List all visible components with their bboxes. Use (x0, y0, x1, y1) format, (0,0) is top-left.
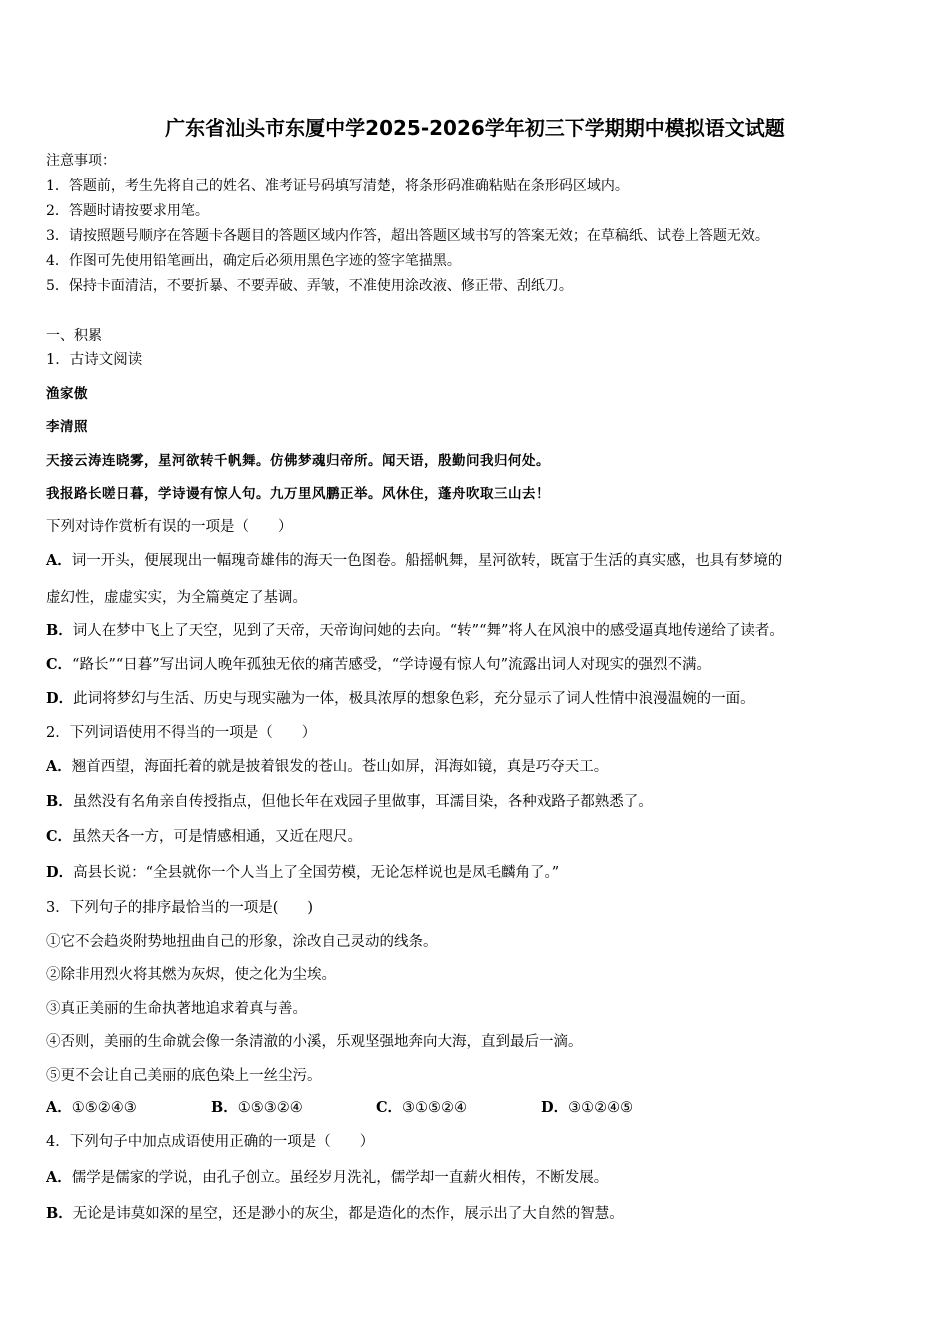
option-label: C． (376, 1099, 403, 1116)
option-label: A． (46, 552, 72, 569)
option-text: 虽然天各一方，可是情感相通，又近在咫尺。 (72, 829, 363, 845)
q3-sentence: ①它不会趋炎附势地扭曲自己的形象，涂改自己灵动的线条。 (46, 934, 438, 950)
poem-title: 渔家傲 (46, 386, 88, 402)
poem-author: 李清照 (46, 419, 88, 435)
notice-item: 1．答题前，考生先将自己的姓名、准考证号码填写清楚，将条形码准确粘贴在条形码区域内。 (46, 178, 629, 194)
q3-sentence: ⑤更不会让自己美丽的底色染上一丝尘污。 (46, 1068, 322, 1084)
q3-options (46, 1098, 633, 1118)
q1-question: 下列对诗作赏析有误的一项是（ ） (46, 519, 293, 535)
option-text: 词人在梦中飞上了天空，见到了天帝，天帝询问她的去向。“转”“舞”将人在风浪中的感受逼真地传递给了读者。 (72, 623, 784, 639)
option-label: B． (46, 1205, 73, 1222)
q4-stem: 4．下列句子中加点成语使用正确的一项是（ ） (46, 1134, 375, 1150)
q3-option-d (541, 1098, 633, 1118)
option-label: D． (46, 864, 74, 881)
option-label: B． (211, 1099, 238, 1116)
option-label: B． (46, 793, 73, 810)
option-label: B． (46, 622, 73, 639)
option-text: 词一开头，便展现出一幅瑰奇雄伟的海天一色图卷。船摇帆舞，星河欲转，既富于生活的真实感，也具有梦境的 (71, 553, 783, 569)
q3-stem: 3．下列句子的排序最恰当的一项是( ) (46, 900, 314, 916)
option-text: ③①②④⑤ (568, 1100, 634, 1116)
poem-line: 天接云涛连晓雾，星河欲转千帆舞。仿佛梦魂归帝所。闻天语，殷勤问我归何处。 (46, 453, 550, 469)
notice-item: 5．保持卡面清洁，不要折暴、不要弄破、弄皱，不准使用涂改液、修正带、刮纸刀。 (46, 278, 573, 294)
q2-option-a (46, 757, 608, 777)
option-label: C． (46, 656, 73, 673)
option-text: 此词将梦幻与生活、历史与现实融为一体，极具浓厚的想象色彩，充分显示了词人性情中浪漫温婉的一面。 (73, 691, 755, 707)
q1-stem: 1．古诗文阅读 (46, 352, 143, 368)
option-text: ①⑤③②④ (237, 1100, 303, 1116)
q2-stem: 2．下列词语使用不得当的一项是（ ） (46, 725, 317, 741)
option-text: 虽然没有名角亲自传授指点，但他长年在戏园子里做事，耳濡目染，各种戏路子都熟悉了。 (72, 794, 653, 810)
q3-sentence: ③真正美丽的生命执著地追求着真与善。 (46, 1001, 307, 1017)
option-text: “路长”“日暮”写出词人晚年孤独无依的痛苦感受，“学诗谩有惊人句”流露出词人对现实的强烈不满。 (72, 657, 712, 673)
option-text: 无论是讳莫如深的星空，还是渺小的灰尘，都是造化的杰作，展示出了大自然的智慧。 (72, 1206, 624, 1222)
q3-option-c (376, 1098, 541, 1118)
q2-option-b (46, 792, 653, 812)
q3-option-b (211, 1098, 376, 1118)
q4-option-b (46, 1204, 624, 1224)
q3-option-a (46, 1098, 211, 1118)
option-label: A． (46, 758, 72, 775)
q3-sentence: ②除非用烈火将其燃为灰烬，使之化为尘埃。 (46, 967, 336, 983)
q4-option-a (46, 1168, 608, 1188)
option-text: 儒学是儒家的学说，由孔子创立。虽经岁月洗礼，儒学却一直薪火相传，不断发展。 (71, 1170, 609, 1186)
page-title: 广东省汕头市东厦中学2025-2026学年初三下学期期中模拟语文试题 (165, 116, 785, 140)
option-text: 高县长说：“全县就你一个人当上了全国劳模，无论怎样说也是凤毛麟角了。” (73, 865, 560, 881)
option-label: D． (541, 1099, 569, 1116)
option-text: 翘首西望，海面托着的就是披着银发的苍山。苍山如屏，洱海如镜，真是巧夺天工。 (71, 759, 609, 775)
option-label: C． (46, 828, 73, 845)
q1-option-b (46, 621, 784, 641)
poem-line: 我报路长嗟日暮，学诗谩有惊人句。九万里风鹏正举。风休住，蓬舟吹取三山去！ (46, 486, 550, 502)
q1-option-d (46, 689, 755, 709)
section-heading: 一、积累 (46, 328, 102, 344)
option-label: D． (46, 690, 74, 707)
notice-item: 3．请按照题号顺序在答题卡各题目的答题区域内作答，超出答题区域书写的答案无效；在草稿纸、试卷上答题无效。 (46, 228, 769, 244)
option-text: ①⑤②④③ (71, 1100, 137, 1116)
q2-option-d (46, 863, 559, 883)
option-text: ③①⑤②④ (402, 1100, 468, 1116)
q1-option-a-cont: 虚幻性，虚虚实实，为全篇奠定了基调。 (46, 590, 307, 606)
notice-heading: 注意事项： (46, 153, 116, 169)
notice-item: 2．答题时请按要求用笔。 (46, 203, 209, 219)
q2-option-c (46, 827, 362, 847)
option-label: A． (46, 1099, 72, 1116)
q1-option-c (46, 655, 711, 675)
option-label: A． (46, 1169, 72, 1186)
q1-option-a (46, 551, 782, 571)
q3-sentence: ④否则，美丽的生命就会像一条清澈的小溪，乐观坚强地奔向大海，直到最后一滴。 (46, 1034, 583, 1050)
notice-item: 4．作图可先使用铅笔画出，确定后必须用黑色字迹的签字笔描黑。 (46, 253, 461, 269)
